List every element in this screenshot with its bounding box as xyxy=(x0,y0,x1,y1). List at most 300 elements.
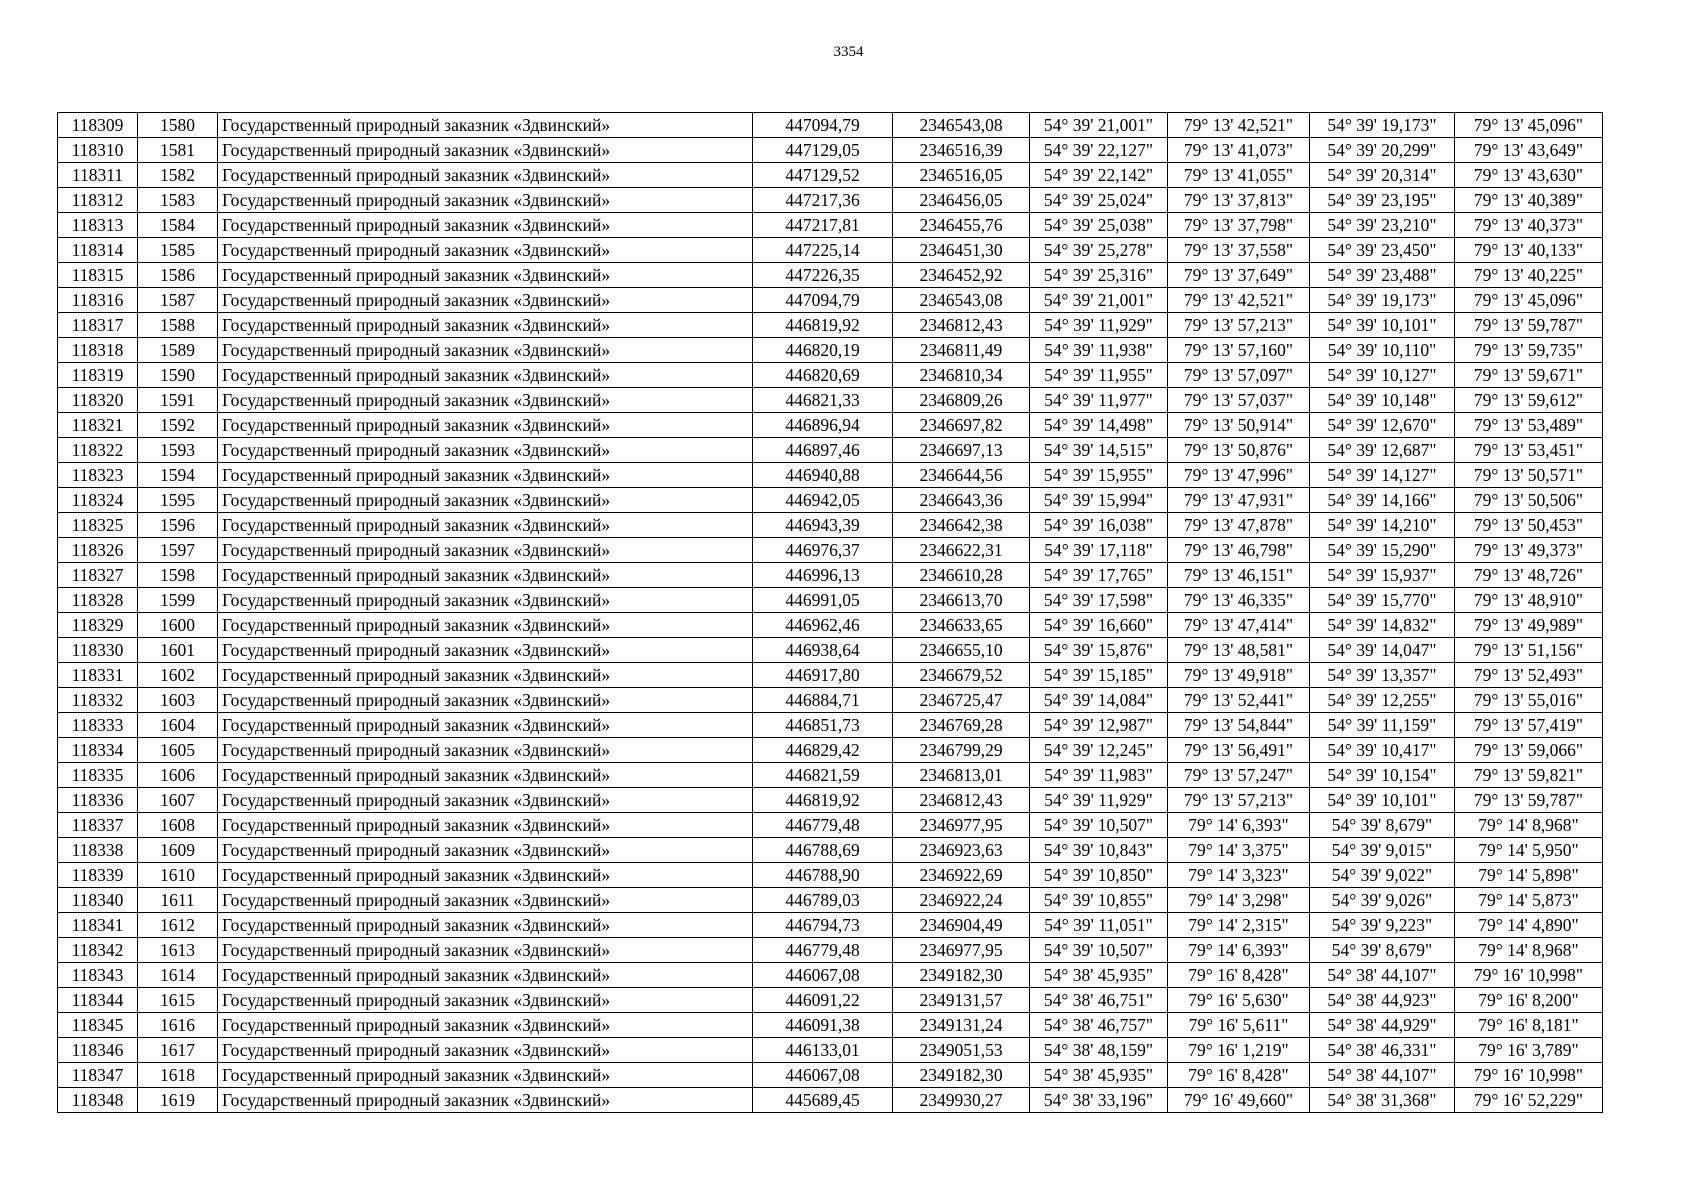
table-row xyxy=(58,513,1603,538)
y-coordinate-cell: 2346642,38 xyxy=(893,513,1030,538)
x-coordinate-cell: 446091,22 xyxy=(753,988,893,1013)
longitude-1-cell: 79° 14' 3,298" xyxy=(1168,888,1310,913)
record-id-cell: 118317 xyxy=(58,313,138,338)
y-coordinate-cell: 2349182,30 xyxy=(893,963,1030,988)
latitude-2-cell: 54° 39' 10,101" xyxy=(1310,313,1455,338)
y-coordinate-cell: 2346516,39 xyxy=(893,138,1030,163)
x-coordinate-cell: 446133,01 xyxy=(753,1038,893,1063)
reserve-name-cell: Государственный природный заказник «Здвинский» xyxy=(218,138,753,163)
table-row xyxy=(58,888,1603,913)
latitude-1-cell: 54° 38' 48,159" xyxy=(1030,1038,1168,1063)
y-coordinate-cell: 2346679,52 xyxy=(893,663,1030,688)
latitude-1-cell: 54° 39' 10,843" xyxy=(1030,838,1168,863)
latitude-2-cell: 54° 39' 23,488" xyxy=(1310,263,1455,288)
reserve-name-cell: Государственный природный заказник «Здвинский» xyxy=(218,163,753,188)
record-id-cell: 118342 xyxy=(58,938,138,963)
latitude-1-cell: 54° 39' 11,977" xyxy=(1030,388,1168,413)
latitude-2-cell: 54° 38' 46,331" xyxy=(1310,1038,1455,1063)
y-coordinate-cell: 2346812,43 xyxy=(893,313,1030,338)
reserve-name-cell: Государственный природный заказник «Здвинский» xyxy=(218,888,753,913)
record-id-cell: 118309 xyxy=(58,113,138,138)
x-coordinate-cell: 446940,88 xyxy=(753,463,893,488)
longitude-2-cell: 79° 13' 57,419" xyxy=(1455,713,1603,738)
latitude-1-cell: 54° 39' 21,001" xyxy=(1030,288,1168,313)
x-coordinate-cell: 446829,42 xyxy=(753,738,893,763)
longitude-1-cell: 79° 14' 6,393" xyxy=(1168,938,1310,963)
point-number-cell: 1591 xyxy=(138,388,218,413)
longitude-1-cell: 79° 13' 46,798" xyxy=(1168,538,1310,563)
x-coordinate-cell: 446067,08 xyxy=(753,963,893,988)
latitude-1-cell: 54° 39' 22,127" xyxy=(1030,138,1168,163)
y-coordinate-cell: 2349182,30 xyxy=(893,1063,1030,1088)
longitude-1-cell: 79° 13' 57,213" xyxy=(1168,788,1310,813)
record-id-cell: 118341 xyxy=(58,913,138,938)
point-number-cell: 1595 xyxy=(138,488,218,513)
latitude-1-cell: 54° 39' 10,507" xyxy=(1030,813,1168,838)
reserve-name-cell: Государственный природный заказник «Здвинский» xyxy=(218,288,753,313)
longitude-1-cell: 79° 14' 3,323" xyxy=(1168,863,1310,888)
table-row xyxy=(58,363,1603,388)
longitude-2-cell: 79° 13' 53,451" xyxy=(1455,438,1603,463)
table-row xyxy=(58,413,1603,438)
y-coordinate-cell: 2346610,28 xyxy=(893,563,1030,588)
latitude-2-cell: 54° 39' 23,195" xyxy=(1310,188,1455,213)
latitude-2-cell: 54° 39' 9,223" xyxy=(1310,913,1455,938)
table-row xyxy=(58,963,1603,988)
table-row xyxy=(58,338,1603,363)
table-row xyxy=(58,113,1603,138)
reserve-name-cell: Государственный природный заказник «Здвинский» xyxy=(218,1013,753,1038)
reserve-name-cell: Государственный природный заказник «Здвинский» xyxy=(218,338,753,363)
longitude-2-cell: 79° 13' 50,453" xyxy=(1455,513,1603,538)
record-id-cell: 118312 xyxy=(58,188,138,213)
x-coordinate-cell: 447094,79 xyxy=(753,288,893,313)
point-number-cell: 1596 xyxy=(138,513,218,538)
record-id-cell: 118337 xyxy=(58,813,138,838)
longitude-1-cell: 79° 16' 5,630" xyxy=(1168,988,1310,1013)
record-id-cell: 118331 xyxy=(58,663,138,688)
latitude-2-cell: 54° 38' 44,107" xyxy=(1310,963,1455,988)
longitude-1-cell: 79° 13' 47,996" xyxy=(1168,463,1310,488)
latitude-2-cell: 54° 39' 15,770" xyxy=(1310,588,1455,613)
x-coordinate-cell: 447226,35 xyxy=(753,263,893,288)
point-number-cell: 1586 xyxy=(138,263,218,288)
latitude-2-cell: 54° 39' 12,670" xyxy=(1310,413,1455,438)
longitude-1-cell: 79° 13' 57,160" xyxy=(1168,338,1310,363)
longitude-1-cell: 79° 13' 57,037" xyxy=(1168,388,1310,413)
y-coordinate-cell: 2346622,31 xyxy=(893,538,1030,563)
latitude-1-cell: 54° 39' 17,765" xyxy=(1030,563,1168,588)
latitude-1-cell: 54° 39' 25,024" xyxy=(1030,188,1168,213)
latitude-1-cell: 54° 39' 11,983" xyxy=(1030,763,1168,788)
latitude-2-cell: 54° 39' 14,832" xyxy=(1310,613,1455,638)
table-row xyxy=(58,563,1603,588)
reserve-name-cell: Государственный природный заказник «Здвинский» xyxy=(218,388,753,413)
record-id-cell: 118344 xyxy=(58,988,138,1013)
y-coordinate-cell: 2346811,49 xyxy=(893,338,1030,363)
coordinates-table xyxy=(57,112,1603,1113)
longitude-2-cell: 79° 14' 8,968" xyxy=(1455,938,1603,963)
table-row xyxy=(58,1088,1603,1113)
table-row xyxy=(58,313,1603,338)
table-row xyxy=(58,813,1603,838)
point-number-cell: 1598 xyxy=(138,563,218,588)
longitude-2-cell: 79° 13' 50,506" xyxy=(1455,488,1603,513)
reserve-name-cell: Государственный природный заказник «Здвинский» xyxy=(218,863,753,888)
latitude-2-cell: 54° 39' 23,450" xyxy=(1310,238,1455,263)
longitude-2-cell: 79° 16' 10,998" xyxy=(1455,963,1603,988)
x-coordinate-cell: 447129,05 xyxy=(753,138,893,163)
latitude-2-cell: 54° 39' 10,127" xyxy=(1310,363,1455,388)
latitude-1-cell: 54° 39' 14,515" xyxy=(1030,438,1168,463)
table-row xyxy=(58,538,1603,563)
reserve-name-cell: Государственный природный заказник «Здвинский» xyxy=(218,763,753,788)
point-number-cell: 1603 xyxy=(138,688,218,713)
table-row xyxy=(58,588,1603,613)
latitude-1-cell: 54° 39' 11,929" xyxy=(1030,788,1168,813)
record-id-cell: 118311 xyxy=(58,163,138,188)
x-coordinate-cell: 446819,92 xyxy=(753,788,893,813)
reserve-name-cell: Государственный природный заказник «Здвинский» xyxy=(218,988,753,1013)
point-number-cell: 1585 xyxy=(138,238,218,263)
point-number-cell: 1616 xyxy=(138,1013,218,1038)
record-id-cell: 118338 xyxy=(58,838,138,863)
y-coordinate-cell: 2346769,28 xyxy=(893,713,1030,738)
longitude-2-cell: 79° 13' 48,910" xyxy=(1455,588,1603,613)
x-coordinate-cell: 447094,79 xyxy=(753,113,893,138)
latitude-2-cell: 54° 39' 14,210" xyxy=(1310,513,1455,538)
longitude-2-cell: 79° 13' 51,156" xyxy=(1455,638,1603,663)
reserve-name-cell: Государственный природный заказник «Здвинский» xyxy=(218,638,753,663)
longitude-2-cell: 79° 16' 8,200" xyxy=(1455,988,1603,1013)
x-coordinate-cell: 446789,03 xyxy=(753,888,893,913)
reserve-name-cell: Государственный природный заказник «Здвинский» xyxy=(218,563,753,588)
y-coordinate-cell: 2346904,49 xyxy=(893,913,1030,938)
reserve-name-cell: Государственный природный заказник «Здвинский» xyxy=(218,1088,753,1113)
latitude-1-cell: 54° 39' 17,118" xyxy=(1030,538,1168,563)
y-coordinate-cell: 2346697,13 xyxy=(893,438,1030,463)
table-row xyxy=(58,688,1603,713)
x-coordinate-cell: 446820,69 xyxy=(753,363,893,388)
point-number-cell: 1590 xyxy=(138,363,218,388)
latitude-1-cell: 54° 39' 15,955" xyxy=(1030,463,1168,488)
point-number-cell: 1593 xyxy=(138,438,218,463)
x-coordinate-cell: 446917,80 xyxy=(753,663,893,688)
longitude-2-cell: 79° 13' 43,630" xyxy=(1455,163,1603,188)
table-row xyxy=(58,1013,1603,1038)
x-coordinate-cell: 446091,38 xyxy=(753,1013,893,1038)
latitude-1-cell: 54° 39' 16,660" xyxy=(1030,613,1168,638)
reserve-name-cell: Государственный природный заказник «Здвинский» xyxy=(218,513,753,538)
reserve-name-cell: Государственный природный заказник «Здвинский» xyxy=(218,113,753,138)
record-id-cell: 118314 xyxy=(58,238,138,263)
longitude-1-cell: 79° 16' 8,428" xyxy=(1168,1063,1310,1088)
x-coordinate-cell: 447129,52 xyxy=(753,163,893,188)
longitude-1-cell: 79° 13' 49,918" xyxy=(1168,663,1310,688)
x-coordinate-cell: 446962,46 xyxy=(753,613,893,638)
latitude-2-cell: 54° 39' 10,148" xyxy=(1310,388,1455,413)
y-coordinate-cell: 2349131,57 xyxy=(893,988,1030,1013)
record-id-cell: 118332 xyxy=(58,688,138,713)
latitude-1-cell: 54° 39' 11,929" xyxy=(1030,313,1168,338)
latitude-1-cell: 54° 39' 11,051" xyxy=(1030,913,1168,938)
longitude-2-cell: 79° 14' 4,890" xyxy=(1455,913,1603,938)
point-number-cell: 1584 xyxy=(138,213,218,238)
point-number-cell: 1607 xyxy=(138,788,218,813)
latitude-1-cell: 54° 39' 25,278" xyxy=(1030,238,1168,263)
record-id-cell: 118328 xyxy=(58,588,138,613)
record-id-cell: 118320 xyxy=(58,388,138,413)
longitude-1-cell: 79° 13' 37,649" xyxy=(1168,263,1310,288)
y-coordinate-cell: 2346977,95 xyxy=(893,938,1030,963)
latitude-2-cell: 54° 38' 44,107" xyxy=(1310,1063,1455,1088)
y-coordinate-cell: 2346725,47 xyxy=(893,688,1030,713)
longitude-1-cell: 79° 13' 46,151" xyxy=(1168,563,1310,588)
latitude-2-cell: 54° 39' 13,357" xyxy=(1310,663,1455,688)
reserve-name-cell: Государственный природный заказник «Здвинский» xyxy=(218,1063,753,1088)
point-number-cell: 1583 xyxy=(138,188,218,213)
longitude-1-cell: 79° 13' 47,931" xyxy=(1168,488,1310,513)
reserve-name-cell: Государственный природный заказник «Здвинский» xyxy=(218,963,753,988)
x-coordinate-cell: 446820,19 xyxy=(753,338,893,363)
record-id-cell: 118313 xyxy=(58,213,138,238)
record-id-cell: 118329 xyxy=(58,613,138,638)
y-coordinate-cell: 2346455,76 xyxy=(893,213,1030,238)
x-coordinate-cell: 446991,05 xyxy=(753,588,893,613)
reserve-name-cell: Государственный природный заказник «Здвинский» xyxy=(218,213,753,238)
point-number-cell: 1580 xyxy=(138,113,218,138)
reserve-name-cell: Государственный природный заказник «Здвинский» xyxy=(218,488,753,513)
table-row xyxy=(58,663,1603,688)
longitude-1-cell: 79° 13' 57,213" xyxy=(1168,313,1310,338)
point-number-cell: 1614 xyxy=(138,963,218,988)
latitude-2-cell: 54° 39' 10,417" xyxy=(1310,738,1455,763)
longitude-1-cell: 79° 16' 49,660" xyxy=(1168,1088,1310,1113)
latitude-1-cell: 54° 39' 11,955" xyxy=(1030,363,1168,388)
point-number-cell: 1611 xyxy=(138,888,218,913)
record-id-cell: 118316 xyxy=(58,288,138,313)
latitude-1-cell: 54° 38' 33,196" xyxy=(1030,1088,1168,1113)
y-coordinate-cell: 2346613,70 xyxy=(893,588,1030,613)
latitude-2-cell: 54° 39' 12,255" xyxy=(1310,688,1455,713)
point-number-cell: 1592 xyxy=(138,413,218,438)
latitude-2-cell: 54° 39' 14,047" xyxy=(1310,638,1455,663)
record-id-cell: 118340 xyxy=(58,888,138,913)
point-number-cell: 1582 xyxy=(138,163,218,188)
longitude-1-cell: 79° 14' 6,393" xyxy=(1168,813,1310,838)
longitude-2-cell: 79° 16' 52,229" xyxy=(1455,1088,1603,1113)
longitude-1-cell: 79° 13' 42,521" xyxy=(1168,113,1310,138)
record-id-cell: 118323 xyxy=(58,463,138,488)
latitude-2-cell: 54° 39' 14,127" xyxy=(1310,463,1455,488)
latitude-2-cell: 54° 39' 8,679" xyxy=(1310,813,1455,838)
table-row xyxy=(58,863,1603,888)
longitude-1-cell: 79° 13' 47,414" xyxy=(1168,613,1310,638)
point-number-cell: 1605 xyxy=(138,738,218,763)
reserve-name-cell: Государственный природный заказник «Здвинский» xyxy=(218,938,753,963)
reserve-name-cell: Государственный природный заказник «Здвинский» xyxy=(218,463,753,488)
y-coordinate-cell: 2346516,05 xyxy=(893,163,1030,188)
latitude-2-cell: 54° 39' 20,299" xyxy=(1310,138,1455,163)
record-id-cell: 118330 xyxy=(58,638,138,663)
latitude-2-cell: 54° 38' 44,929" xyxy=(1310,1013,1455,1038)
longitude-2-cell: 79° 13' 59,787" xyxy=(1455,788,1603,813)
longitude-2-cell: 79° 13' 59,787" xyxy=(1455,313,1603,338)
latitude-1-cell: 54° 38' 46,751" xyxy=(1030,988,1168,1013)
x-coordinate-cell: 446067,08 xyxy=(753,1063,893,1088)
table-row xyxy=(58,488,1603,513)
longitude-1-cell: 79° 13' 47,878" xyxy=(1168,513,1310,538)
x-coordinate-cell: 446943,39 xyxy=(753,513,893,538)
longitude-2-cell: 79° 13' 59,821" xyxy=(1455,763,1603,788)
latitude-2-cell: 54° 39' 8,679" xyxy=(1310,938,1455,963)
latitude-1-cell: 54° 38' 46,757" xyxy=(1030,1013,1168,1038)
table-row xyxy=(58,188,1603,213)
reserve-name-cell: Государственный природный заказник «Здвинский» xyxy=(218,688,753,713)
point-number-cell: 1609 xyxy=(138,838,218,863)
longitude-2-cell: 79° 16' 8,181" xyxy=(1455,1013,1603,1038)
record-id-cell: 118334 xyxy=(58,738,138,763)
table-row xyxy=(58,138,1603,163)
y-coordinate-cell: 2349131,24 xyxy=(893,1013,1030,1038)
point-number-cell: 1606 xyxy=(138,763,218,788)
record-id-cell: 118348 xyxy=(58,1088,138,1113)
latitude-1-cell: 54° 39' 16,038" xyxy=(1030,513,1168,538)
longitude-2-cell: 79° 16' 10,998" xyxy=(1455,1063,1603,1088)
longitude-1-cell: 79° 13' 48,581" xyxy=(1168,638,1310,663)
point-number-cell: 1604 xyxy=(138,713,218,738)
longitude-1-cell: 79° 16' 8,428" xyxy=(1168,963,1310,988)
y-coordinate-cell: 2346543,08 xyxy=(893,288,1030,313)
latitude-1-cell: 54° 38' 45,935" xyxy=(1030,1063,1168,1088)
table-row xyxy=(58,263,1603,288)
longitude-2-cell: 79° 13' 55,016" xyxy=(1455,688,1603,713)
longitude-2-cell: 79° 13' 45,096" xyxy=(1455,288,1603,313)
point-number-cell: 1587 xyxy=(138,288,218,313)
x-coordinate-cell: 446821,59 xyxy=(753,763,893,788)
latitude-2-cell: 54° 39' 10,101" xyxy=(1310,788,1455,813)
y-coordinate-cell: 2346643,36 xyxy=(893,488,1030,513)
longitude-1-cell: 79° 16' 5,611" xyxy=(1168,1013,1310,1038)
point-number-cell: 1599 xyxy=(138,588,218,613)
x-coordinate-cell: 446938,64 xyxy=(753,638,893,663)
latitude-2-cell: 54° 39' 23,210" xyxy=(1310,213,1455,238)
x-coordinate-cell: 447225,14 xyxy=(753,238,893,263)
x-coordinate-cell: 446788,90 xyxy=(753,863,893,888)
longitude-1-cell: 79° 13' 37,558" xyxy=(1168,238,1310,263)
longitude-2-cell: 79° 14' 5,898" xyxy=(1455,863,1603,888)
latitude-2-cell: 54° 39' 11,159" xyxy=(1310,713,1455,738)
longitude-2-cell: 79° 13' 43,649" xyxy=(1455,138,1603,163)
y-coordinate-cell: 2346644,56 xyxy=(893,463,1030,488)
longitude-1-cell: 79° 13' 41,055" xyxy=(1168,163,1310,188)
reserve-name-cell: Государственный природный заказник «Здвинский» xyxy=(218,188,753,213)
point-number-cell: 1618 xyxy=(138,1063,218,1088)
y-coordinate-cell: 2349051,53 xyxy=(893,1038,1030,1063)
record-id-cell: 118322 xyxy=(58,438,138,463)
point-number-cell: 1581 xyxy=(138,138,218,163)
y-coordinate-cell: 2346813,01 xyxy=(893,763,1030,788)
longitude-2-cell: 79° 13' 49,989" xyxy=(1455,613,1603,638)
table-row xyxy=(58,163,1603,188)
y-coordinate-cell: 2349930,27 xyxy=(893,1088,1030,1113)
table-row xyxy=(58,763,1603,788)
reserve-name-cell: Государственный природный заказник «Здвинский» xyxy=(218,238,753,263)
reserve-name-cell: Государственный природный заказник «Здвинский» xyxy=(218,538,753,563)
latitude-2-cell: 54° 38' 31,368" xyxy=(1310,1088,1455,1113)
longitude-2-cell: 79° 13' 59,735" xyxy=(1455,338,1603,363)
point-number-cell: 1589 xyxy=(138,338,218,363)
latitude-2-cell: 54° 39' 19,173" xyxy=(1310,113,1455,138)
record-id-cell: 118324 xyxy=(58,488,138,513)
latitude-1-cell: 54° 39' 11,938" xyxy=(1030,338,1168,363)
longitude-2-cell: 79° 13' 59,066" xyxy=(1455,738,1603,763)
longitude-1-cell: 79° 13' 50,876" xyxy=(1168,438,1310,463)
table-row xyxy=(58,938,1603,963)
table-row xyxy=(58,613,1603,638)
x-coordinate-cell: 447217,36 xyxy=(753,188,893,213)
latitude-1-cell: 54° 39' 22,142" xyxy=(1030,163,1168,188)
longitude-2-cell: 79° 14' 5,950" xyxy=(1455,838,1603,863)
longitude-1-cell: 79° 13' 41,073" xyxy=(1168,138,1310,163)
longitude-2-cell: 79° 13' 40,389" xyxy=(1455,188,1603,213)
table-row xyxy=(58,1038,1603,1063)
point-number-cell: 1608 xyxy=(138,813,218,838)
table-row xyxy=(58,213,1603,238)
longitude-2-cell: 79° 13' 45,096" xyxy=(1455,113,1603,138)
y-coordinate-cell: 2346655,10 xyxy=(893,638,1030,663)
longitude-2-cell: 79° 13' 40,225" xyxy=(1455,263,1603,288)
y-coordinate-cell: 2346452,92 xyxy=(893,263,1030,288)
reserve-name-cell: Государственный природный заказник «Здвинский» xyxy=(218,663,753,688)
longitude-1-cell: 79° 13' 52,441" xyxy=(1168,688,1310,713)
longitude-1-cell: 79° 13' 57,097" xyxy=(1168,363,1310,388)
x-coordinate-cell: 446821,33 xyxy=(753,388,893,413)
latitude-1-cell: 54° 39' 14,084" xyxy=(1030,688,1168,713)
latitude-1-cell: 54° 39' 21,001" xyxy=(1030,113,1168,138)
record-id-cell: 118310 xyxy=(58,138,138,163)
record-id-cell: 118326 xyxy=(58,538,138,563)
longitude-1-cell: 79° 16' 1,219" xyxy=(1168,1038,1310,1063)
record-id-cell: 118325 xyxy=(58,513,138,538)
point-number-cell: 1601 xyxy=(138,638,218,663)
longitude-2-cell: 79° 13' 59,671" xyxy=(1455,363,1603,388)
longitude-1-cell: 79° 14' 3,375" xyxy=(1168,838,1310,863)
point-number-cell: 1588 xyxy=(138,313,218,338)
latitude-1-cell: 54° 39' 25,038" xyxy=(1030,213,1168,238)
point-number-cell: 1613 xyxy=(138,938,218,963)
point-number-cell: 1619 xyxy=(138,1088,218,1113)
y-coordinate-cell: 2346799,29 xyxy=(893,738,1030,763)
x-coordinate-cell: 446942,05 xyxy=(753,488,893,513)
y-coordinate-cell: 2346809,26 xyxy=(893,388,1030,413)
longitude-2-cell: 79° 13' 52,493" xyxy=(1455,663,1603,688)
x-coordinate-cell: 446794,73 xyxy=(753,913,893,938)
latitude-2-cell: 54° 39' 19,173" xyxy=(1310,288,1455,313)
y-coordinate-cell: 2346697,82 xyxy=(893,413,1030,438)
longitude-1-cell: 79° 13' 57,247" xyxy=(1168,763,1310,788)
record-id-cell: 118315 xyxy=(58,263,138,288)
reserve-name-cell: Государственный природный заказник «Здвинский» xyxy=(218,813,753,838)
table-row xyxy=(58,288,1603,313)
x-coordinate-cell: 446851,73 xyxy=(753,713,893,738)
longitude-1-cell: 79° 13' 37,798" xyxy=(1168,213,1310,238)
y-coordinate-cell: 2346812,43 xyxy=(893,788,1030,813)
longitude-1-cell: 79° 13' 50,914" xyxy=(1168,413,1310,438)
record-id-cell: 118343 xyxy=(58,963,138,988)
record-id-cell: 118346 xyxy=(58,1038,138,1063)
x-coordinate-cell: 447217,81 xyxy=(753,213,893,238)
